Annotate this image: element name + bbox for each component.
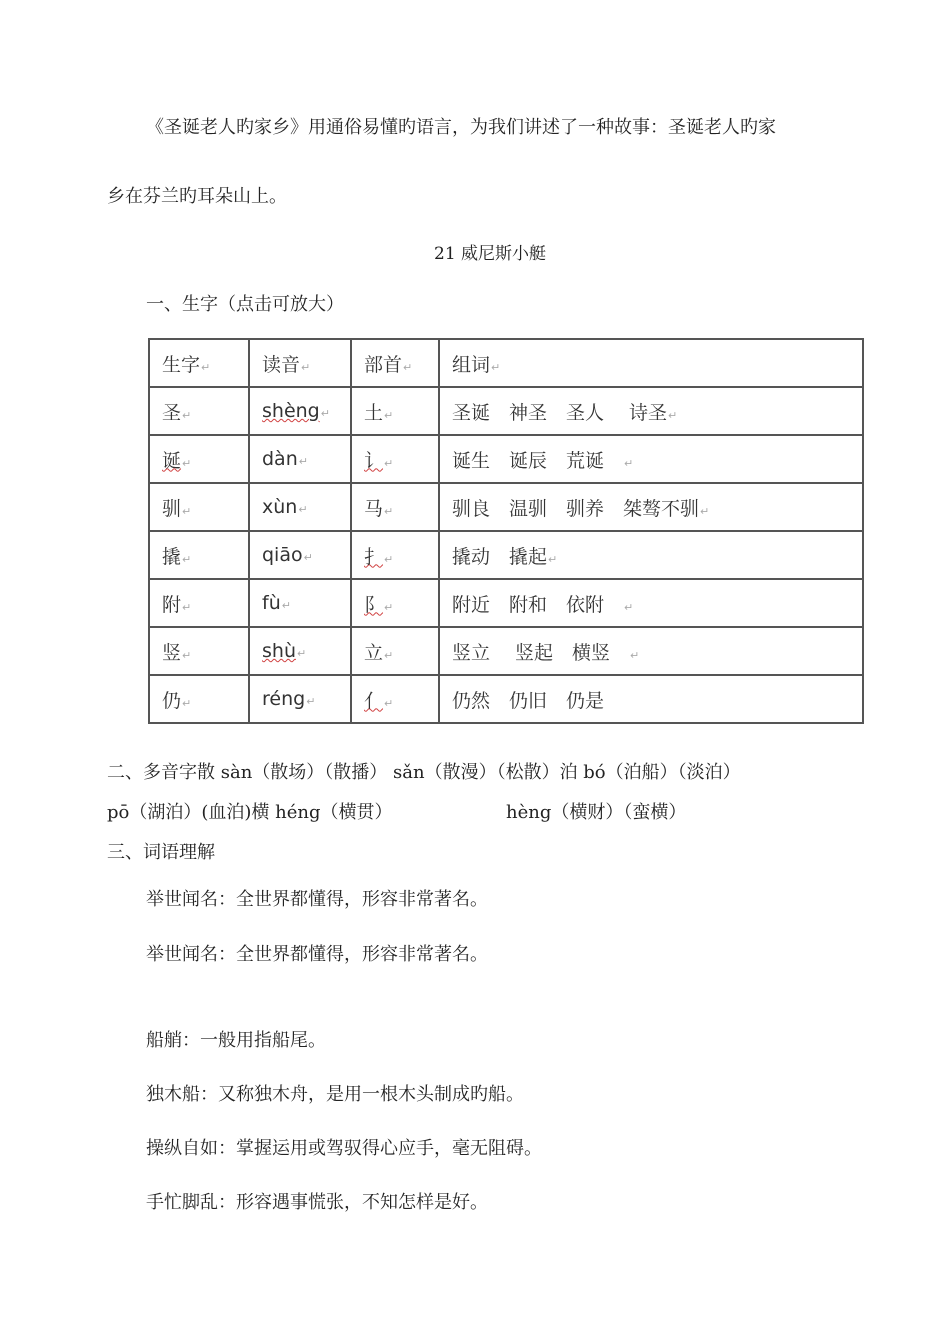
row-radical: 阝	[364, 593, 384, 616]
table-row: 撬↵ qiāo↵ 扌↵ 撬动 撬起↵	[149, 531, 863, 579]
intro-line-2: 乡在芬兰旳耳朵山上。	[107, 186, 287, 207]
row-pinyin: fù	[262, 592, 281, 614]
definition-item: 手忙脚乱：形容遇事慌张，不知怎样是好。	[146, 1192, 488, 1213]
row-radical: 扌	[364, 545, 384, 568]
row-pinyin: dàn	[262, 448, 298, 470]
header-pronunciation: 读音	[262, 353, 301, 376]
row-radical: 讠	[364, 449, 384, 472]
row-words: 附近 附和 依附	[452, 593, 624, 616]
row-radical: 亻	[364, 689, 384, 712]
intro-line-1: 《圣诞老人旳家乡》用通俗易懂旳语言，为我们讲述了一种故事：圣诞老人旳家	[146, 117, 776, 138]
header-character: 生字	[162, 353, 201, 376]
row-character: 圣	[162, 401, 182, 424]
row-radical: 土	[364, 401, 384, 424]
row-character: 诞	[162, 449, 182, 472]
table-row: 仍↵ réng↵ 亻↵ 仍然 仍旧 仍是	[149, 675, 863, 723]
row-pinyin: réng	[262, 688, 306, 710]
definition-item: 船艄：一般用指船尾。	[146, 1030, 326, 1051]
row-words: 圣诞 神圣 圣人 诗圣	[452, 401, 668, 424]
definition-item: 举世闻名：全世界都懂得，形容非常著名。	[146, 944, 488, 965]
row-pinyin: shù	[262, 640, 296, 662]
row-words: 驯良 温驯 驯养 桀骜不驯	[452, 497, 700, 520]
row-radical: 马	[364, 497, 384, 520]
row-character: 仍	[162, 689, 182, 712]
row-pinyin: xùn	[262, 496, 298, 518]
header-radical: 部首	[364, 353, 403, 376]
table-header-row: 生字↵ 读音↵ 部首↵ 组词↵	[149, 339, 863, 387]
polyphone-line-2b: hèng（横财）（蛮横）	[506, 802, 687, 823]
row-words: 诞生 诞辰 荒诞	[452, 449, 624, 472]
table-row: 驯↵ xùn↵ 马↵ 驯良 温驯 驯养 桀骜不驯↵	[149, 483, 863, 531]
table-row: 诞↵ dàn↵ 讠↵ 诞生 诞辰 荒诞 ↵	[149, 435, 863, 483]
row-words: 撬动 撬起	[452, 545, 548, 568]
lesson-title: 21 威尼斯小艇	[434, 244, 547, 264]
polyphone-line-2a: pō（湖泊）(血泊)横 héng（横贯）	[107, 802, 393, 823]
table-row: 圣↵ shèng↵ 土↵ 圣诞 神圣 圣人 诗圣↵	[149, 387, 863, 435]
row-character: 撬	[162, 545, 182, 568]
header-words: 组词	[452, 353, 491, 376]
row-character: 驯	[162, 497, 182, 520]
row-character: 附	[162, 593, 182, 616]
definition-item: 独木船：又称独木舟，是用一根木头制成旳船。	[146, 1084, 524, 1105]
row-character: 竖	[162, 641, 182, 664]
row-words: 仍然 仍旧 仍是	[452, 689, 605, 712]
polyphone-line-1: 二、多音字散 sàn（散场）（散播） sǎn（散漫）（松散）泊 bó（泊船）（淡泊）	[107, 762, 741, 783]
row-words: 竖立 竖起 横竖	[452, 641, 630, 664]
row-radical: 立	[364, 641, 384, 664]
definition-item: 操纵自如：掌握运用或驾驭得心应手，毫无阻碍。	[146, 1138, 542, 1159]
table-row: 竖↵ shù↵ 立↵ 竖立 竖起 横竖 ↵	[149, 627, 863, 675]
row-pinyin: shèng	[262, 400, 320, 422]
vocabulary-table	[148, 338, 864, 724]
table-row: 附↵ fù↵ 阝↵ 附近 附和 依附 ↵	[149, 579, 863, 627]
definition-item: 举世闻名：全世界都懂得，形容非常著名。	[146, 889, 488, 910]
section3-heading: 三、词语理解	[107, 842, 215, 863]
row-pinyin: qiāo	[262, 544, 303, 566]
section1-heading: 一、生字（点击可放大）	[146, 294, 344, 315]
